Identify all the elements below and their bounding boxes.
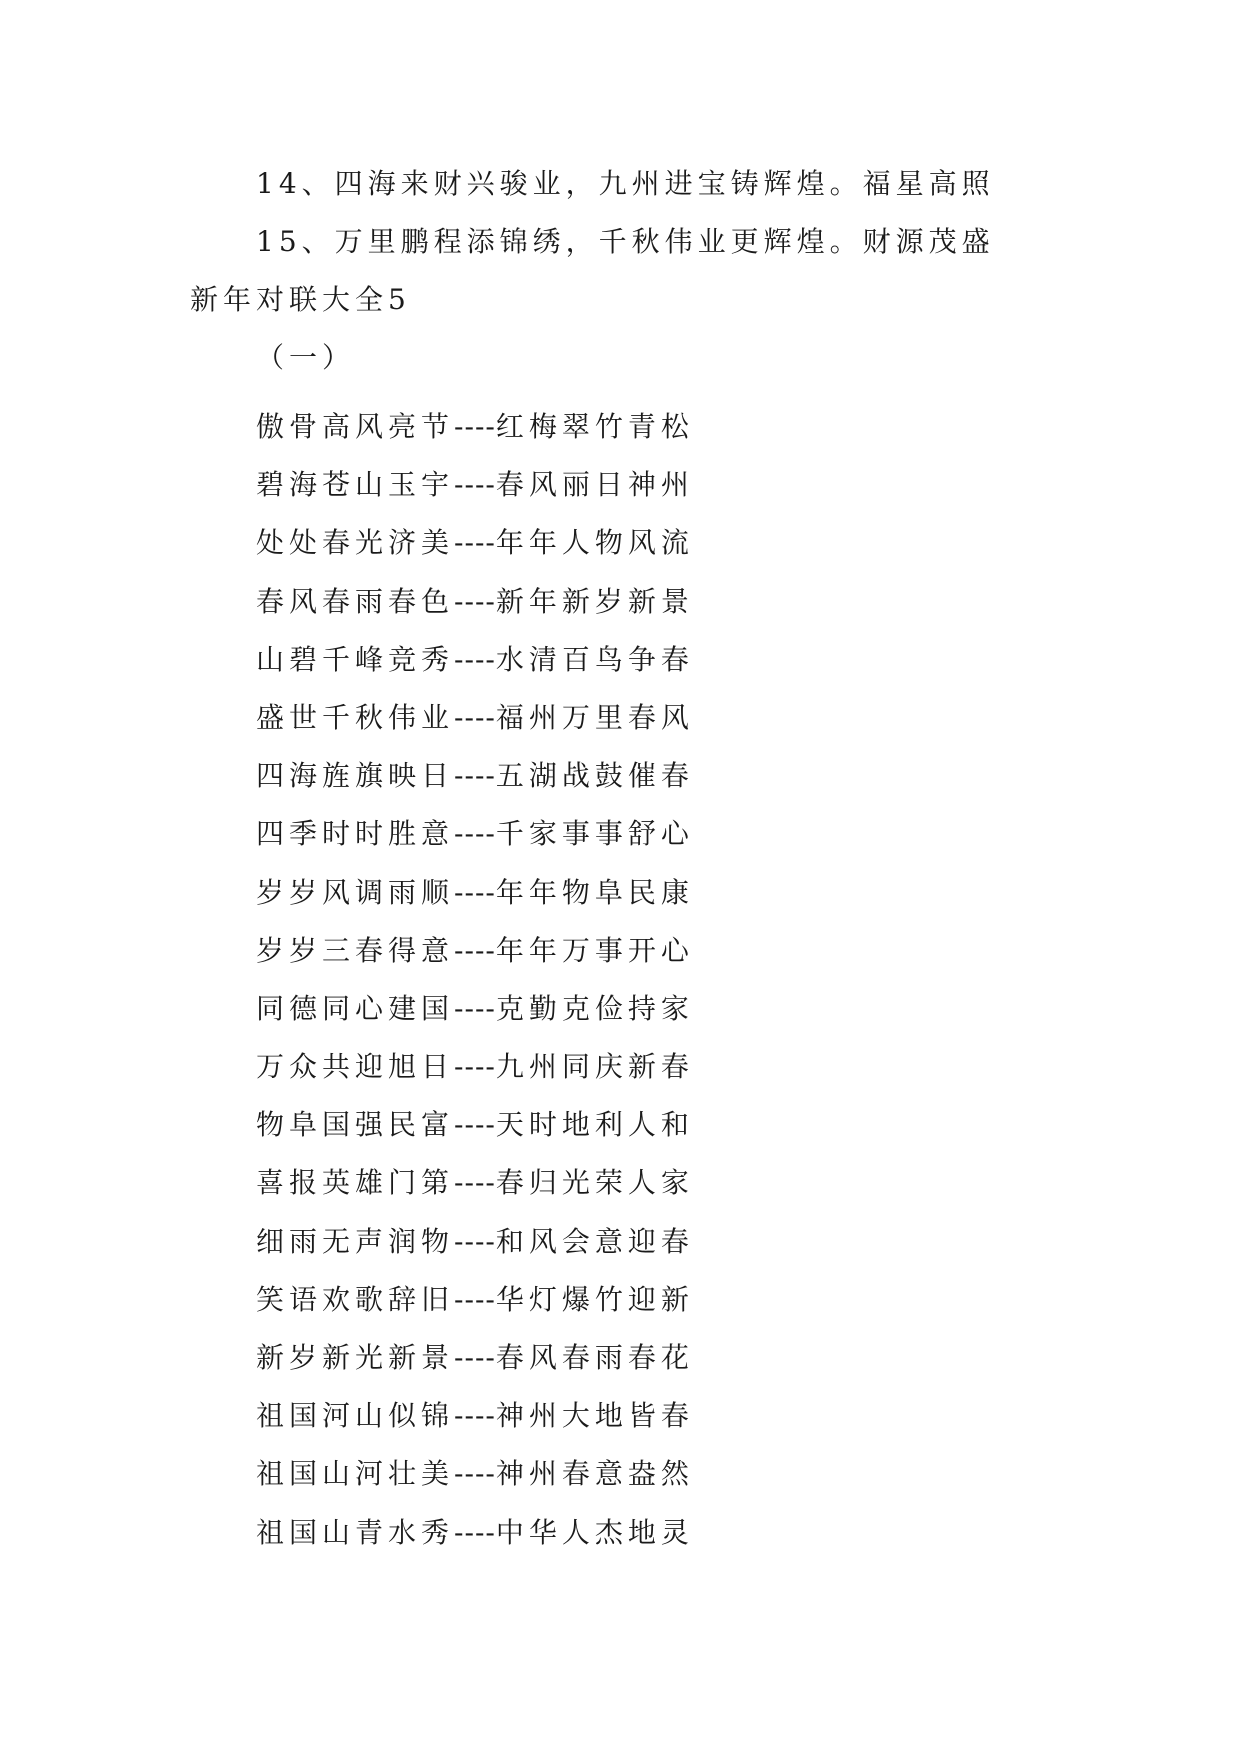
couplet-row (256, 631, 694, 689)
couplet-upper: 笑语欢歌辞旧 (256, 1282, 455, 1316)
couplet-lower: 年年物阜民康 (495, 875, 694, 909)
couplet-upper: 碧海苍山玉宇 (256, 468, 455, 502)
couplet-list (256, 398, 694, 1562)
couplet-separator: ---- (454, 1224, 496, 1258)
couplet-lower: 春风春雨春花 (495, 1341, 694, 1374)
couplet-separator: ---- (454, 526, 496, 560)
couplet-upper: 细雨无声润物 (256, 1224, 455, 1258)
couplet-row (256, 573, 694, 631)
couplet-lower: 中华人杰地灵 (495, 1515, 694, 1549)
couplet-separator: ---- (454, 991, 496, 1025)
couplet-upper: 四海旌旗映日 (256, 759, 455, 793)
couplet-upper: 物阜国强民富 (256, 1108, 455, 1142)
couplet-row (256, 1038, 694, 1096)
couplet-upper: 岁岁风调雨顺 (256, 875, 455, 909)
couplet-upper: 傲骨高风亮节 (256, 410, 455, 443)
couplet-lower: 五湖战鼓催春 (495, 759, 694, 793)
couplet-lower: 福州万里春风 (495, 700, 694, 734)
couplet-separator: ---- (454, 1457, 496, 1491)
couplet-lower: 九州同庆新春 (495, 1050, 694, 1084)
couplet-separator: ---- (454, 1341, 496, 1374)
couplet-upper: 春风春雨春色 (256, 584, 455, 618)
couplet-separator: ---- (454, 584, 496, 618)
couplet-upper: 岁岁三春得意 (256, 933, 455, 967)
couplet-lower: 春风丽日神州 (495, 468, 694, 502)
couplet-row (256, 980, 694, 1038)
couplet-row (256, 514, 694, 572)
couplet-row (256, 689, 694, 747)
couplet-row (256, 922, 694, 980)
couplet-lower: 年年人物风流 (495, 526, 694, 560)
couplet-item-14: 14、四海来财兴骏业，九州进宝铸辉煌。福星高照 (256, 167, 995, 200)
couplet-separator: ---- (454, 1515, 496, 1549)
couplet-separator: ---- (454, 817, 496, 851)
couplet-lower: 克勤克俭持家 (495, 991, 694, 1025)
couplet-separator: ---- (454, 468, 496, 502)
couplet-separator: ---- (454, 700, 496, 734)
couplet-row (256, 747, 694, 805)
section-heading: 新年对联大全5 (190, 283, 411, 316)
couplet-row (256, 1504, 694, 1562)
couplet-lower: 神州春意盎然 (495, 1457, 694, 1491)
couplet-upper: 处处春光济美 (256, 526, 455, 560)
couplet-row (256, 1329, 694, 1387)
couplet-separator: ---- (454, 875, 496, 909)
couplet-separator: ---- (454, 642, 496, 676)
couplet-upper: 四季时时胜意 (256, 817, 455, 851)
couplet-upper: 新岁新光新景 (256, 1341, 455, 1374)
couplet-row (256, 1213, 694, 1271)
couplet-separator: ---- (454, 1282, 496, 1316)
couplet-separator: ---- (454, 933, 496, 967)
couplet-upper: 同德同心建国 (256, 991, 455, 1025)
couplet-upper: 喜报英雄门第 (256, 1166, 455, 1200)
couplet-separator: ---- (454, 410, 496, 443)
couplet-row (256, 805, 694, 863)
couplet-lower: 千家事事舒心 (495, 817, 694, 851)
couplet-lower: 神州大地皆春 (495, 1399, 694, 1433)
couplet-row (256, 1445, 694, 1503)
couplet-upper: 祖国山青水秀 (256, 1515, 455, 1549)
couplet-lower: 水清百鸟争春 (495, 642, 694, 676)
couplet-upper: 万众共迎旭日 (256, 1050, 455, 1084)
couplet-separator: ---- (454, 1108, 496, 1142)
couplet-lower: 新年新岁新景 (495, 584, 694, 618)
couplet-upper: 祖国山河壮美 (256, 1457, 455, 1491)
couplet-separator: ---- (454, 759, 496, 793)
couplet-row (256, 864, 694, 922)
section-subheading: （一） (256, 341, 356, 374)
couplet-upper: 祖国河山似锦 (256, 1399, 455, 1433)
couplet-row (256, 1154, 694, 1212)
couplet-row (256, 1387, 694, 1445)
couplet-lower: 春归光荣人家 (495, 1166, 694, 1200)
couplet-separator: ---- (454, 1399, 496, 1433)
couplet-lower: 和风会意迎春 (495, 1224, 694, 1258)
couplet-separator: ---- (454, 1050, 496, 1084)
couplet-lower: 年年万事开心 (495, 933, 694, 967)
couplet-separator: ---- (454, 1166, 496, 1200)
couplet-lower: 天时地利人和 (495, 1108, 694, 1142)
couplet-item-15: 15、万里鹏程添锦绣，千秋伟业更辉煌。财源茂盛 (256, 225, 995, 258)
couplet-upper: 山碧千峰竞秀 (256, 642, 455, 676)
couplet-row (256, 1271, 694, 1329)
couplet-row (256, 1096, 694, 1154)
couplet-lower: 红梅翠竹青松 (495, 410, 694, 443)
couplet-lower: 华灯爆竹迎新 (495, 1282, 694, 1316)
couplet-upper: 盛世千秋伟业 (256, 700, 455, 734)
couplet-row (256, 456, 694, 514)
couplet-row (256, 398, 694, 456)
